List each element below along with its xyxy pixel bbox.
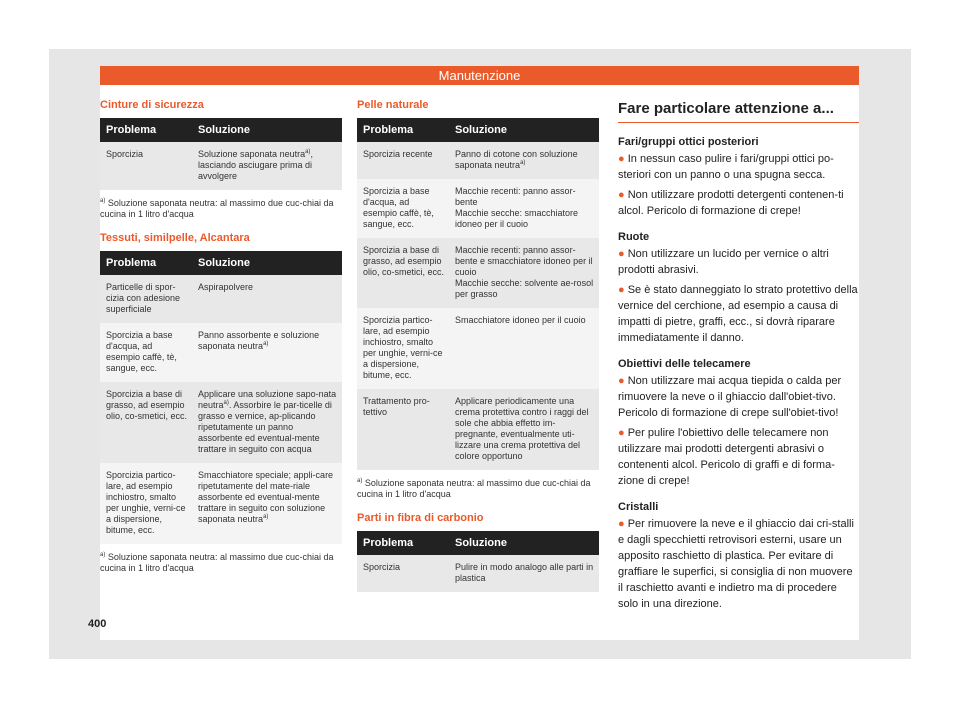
section-title: Pelle naturale: [357, 99, 429, 111]
table-row: [100, 463, 342, 544]
cell-problem: Particelle di spor-cizia con adesione superficiale: [100, 275, 192, 323]
cell-solution: [449, 555, 599, 592]
tbody-c1s2: [100, 275, 342, 544]
table-row: [357, 142, 599, 179]
cell-solution: [449, 179, 599, 238]
bullet-icon: ●: [618, 248, 625, 260]
solution-text: Applicare una soluzione sapo-nata neutra: [198, 389, 337, 410]
footnote-mark: a): [100, 198, 106, 204]
solution-text: Macchie recenti: panno assor-bente Macchie secche: smacchiatore idoneo per il cuoio: [455, 186, 579, 229]
bullet-icon: ●: [618, 153, 625, 165]
footnote-mark: a): [357, 478, 363, 484]
footnote-ref: a): [263, 514, 269, 520]
col-header-soluzione: Soluzione: [192, 251, 342, 275]
table-carbonio: [357, 531, 599, 592]
cell-solution: [449, 308, 599, 389]
page-header: [100, 66, 859, 85]
solution-text: Smacchiatore idoneo per il cuoio: [455, 315, 586, 325]
bullet-item: [618, 516, 860, 612]
bullet-icon: ●: [618, 427, 625, 439]
table-row: [357, 238, 599, 308]
bullet-text: Per pulire l'obiettivo delle telecamere non utilizzare mai prodotti detergenti abrasivi o contenenti alcol. Pericolo di graffi e di forma-zione di crepe!: [618, 427, 835, 487]
bullet-icon: ●: [618, 189, 625, 201]
cell-problem: Sporcizia a base di grasso, ad esempio olio, co-smetici, ecc.: [357, 238, 449, 308]
cell-problem: Trattamento pro-tettivo: [357, 389, 449, 470]
bullet-icon: ●: [618, 518, 625, 530]
col-header-soluzione: Soluzione: [449, 531, 599, 555]
bullet-text: Non utilizzare mai acqua tiepida o calda per rimuovere la neve o il ghiaccio dall'obiet-tivo. Pericolo di formazione di crepe sull'obiet-tivo!: [618, 375, 842, 419]
solution-text: Aspirapolvere: [198, 282, 254, 292]
bullet-text: In nessun caso pulire i fari/gruppi ottici po-steriori con un panno o una spugna secca.: [618, 153, 834, 181]
cell-solution: [449, 238, 599, 308]
solution-text-cont: . Assorbire le par-ticelle di grasso e vernice, ap-plicando ripetutamente un panno assorbente ed eventual-mente trattare in seguito con acqua: [198, 400, 332, 454]
bullet-icon: ●: [618, 284, 625, 296]
bullet-text: Non utilizzare un lucido per vernice o altri prodotti abrasivi.: [618, 248, 829, 276]
solution-text: Panno assorbente e soluzione saponata neutra: [198, 330, 320, 351]
section-title: Parti in fibra di carbonio: [357, 512, 484, 524]
group-heading: Ruote: [618, 231, 650, 243]
footnote-ref: a): [520, 160, 526, 166]
cell-problem: Sporcizia recente: [357, 142, 449, 179]
bullet-text: Se è stato danneggiato lo strato protettivo della vernice del cerchione, ad esempio a causa di impatti di pietre, graffi, ecc., si dovrà riparare immediatamente il danno.: [618, 284, 858, 344]
group-heading: Fari/gruppi ottici posteriori: [618, 136, 759, 148]
footnote-mark: a): [100, 552, 106, 558]
footnote-text: Soluzione saponata neutra: al massimo due cuc-chiai da cucina in 1 litro d'acqua: [357, 478, 591, 499]
col-header-problema: Problema: [357, 118, 449, 142]
bullet-icon: ●: [618, 375, 625, 387]
bullet-item: [618, 246, 860, 278]
bullet-item: [618, 187, 860, 219]
col-header-problema: Problema: [357, 531, 449, 555]
footnote-ref: a): [223, 400, 229, 406]
cell-solution: [449, 389, 599, 470]
footnote: [100, 552, 342, 574]
footnote-ref: a): [263, 341, 269, 347]
solution-text: Pulire in modo analogo alle parti in plastica: [455, 562, 594, 583]
cell-problem: Sporcizia partico-lare, ad esempio inchiostro, smalto per unghie, verni-ce a dispersione, bitume, ecc.: [100, 463, 192, 544]
table-row: [100, 275, 342, 323]
attention-body: [618, 123, 860, 612]
bullet-item: [618, 373, 860, 421]
cell-solution: [192, 142, 342, 190]
bullet-item: [618, 151, 860, 183]
solution-text-cont: , lasciando asciugare prima di avvolgere: [198, 149, 313, 181]
col-header-problema: Problema: [100, 251, 192, 275]
footnote: [357, 478, 599, 500]
cell-problem: Sporcizia partico-lare, ad esempio inchiostro, smalto per unghie, verni-ce a dispersione, bitume, ecc.: [357, 308, 449, 389]
tbody-c2s1: [357, 142, 599, 470]
section-title: Cinture di sicurezza: [100, 99, 204, 111]
tbody-c1s1: [100, 142, 342, 190]
section-title: Tessuti, similpelle, Alcantara: [100, 232, 250, 244]
cell-problem: Sporcizia a base d'acqua, ad esempio caffè, tè, sangue, ecc.: [357, 179, 449, 238]
page-number: 400: [88, 618, 107, 630]
cell-problem: Sporcizia: [100, 142, 192, 190]
solution-text: Applicare periodicamente una crema protettiva contro i raggi del sole che abbia effetto im-pregnante, eventualmente uti-lizzare una crema protettiva del colore opportuno: [455, 396, 589, 461]
table-row: [357, 389, 599, 470]
solution-text: Macchie recenti: panno assor-bente e smacchiatore idoneo per il cuoio Macchie secche: solvente ae-rosol per grasso: [455, 245, 594, 299]
solution-text: Panno di cotone con soluzione saponata neutra: [455, 149, 578, 170]
group-heading: Cristalli: [618, 501, 659, 513]
cell-solution: [192, 463, 342, 544]
column-1: [100, 99, 342, 574]
cell-problem: Sporcizia: [357, 555, 449, 592]
cell-solution: [192, 382, 342, 463]
col-header-soluzione: Soluzione: [449, 118, 599, 142]
footnote-ref: a): [305, 149, 311, 155]
cell-solution: [192, 323, 342, 382]
attention-title: Fare particolare attenzione a...: [618, 100, 859, 123]
footnote-text: Soluzione saponata neutra: al massimo due cuc-chiai da cucina in 1 litro d'acqua: [100, 198, 334, 219]
col-header-problema: Problema: [100, 118, 192, 142]
header-title: Manutenzione: [438, 68, 521, 83]
table-row: [357, 555, 599, 592]
cell-solution: [449, 142, 599, 179]
group-heading: Obiettivi delle telecamere: [618, 358, 751, 370]
solution-text: Smacchiatore speciale; appli-care ripetutamente del mate-riale assorbente ed eventual-mente trattare in seguito con soluzione saponata neutra: [198, 470, 334, 524]
table-cinture: [100, 118, 342, 190]
table-row: [100, 382, 342, 463]
bullet-item: [618, 282, 860, 346]
table-row: [357, 308, 599, 389]
cell-problem: Sporcizia a base d'acqua, ad esempio caffè, tè, sangue, ecc.: [100, 323, 192, 382]
bullet-text: Non utilizzare prodotti detergenti contenen-ti alcol. Pericolo di formazione di crepe!: [618, 189, 844, 217]
footnote: [100, 198, 342, 220]
solution-text: Soluzione saponata neutra: [198, 149, 306, 159]
column-2: [357, 99, 599, 592]
cell-solution: [192, 275, 342, 323]
cell-problem: Sporcizia a base di grasso, ad esempio olio, co-smetici, ecc.: [100, 382, 192, 463]
table-pelle: [357, 118, 599, 470]
bullet-item: [618, 425, 860, 489]
column-3: [618, 100, 860, 616]
tbody-c2s2: [357, 555, 599, 592]
table-row: [357, 179, 599, 238]
table-tessuti: [100, 251, 342, 544]
bullet-text: Per rimuovere la neve e il ghiaccio dai cri-stalli e dagli specchietti retrovisori esterni, usare un apposito raschietto di plastica. Per evitare di graffiare le superfici, si consiglia di non muovere il raschietto avanti e indietro ma di procedere solo in una direzione.: [618, 518, 854, 610]
table-row: [100, 142, 342, 190]
table-row: [100, 323, 342, 382]
footnote-text: Soluzione saponata neutra: al massimo due cuc-chiai da cucina in 1 litro d'acqua: [100, 552, 334, 573]
col-header-soluzione: Soluzione: [192, 118, 342, 142]
